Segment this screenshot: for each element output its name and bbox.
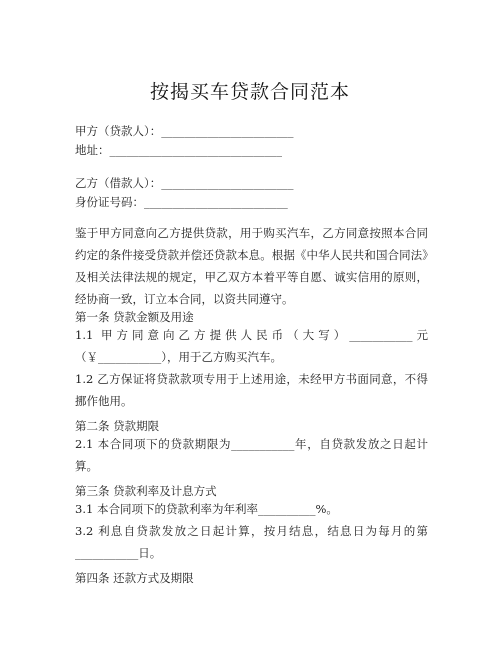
party-a-lender-line: 甲方（贷款人）：_______________________	[75, 124, 294, 138]
article-1-clause-1: 1.1 甲方同意向乙方提供人民币（大写）___________元（￥___________），用于乙方购买汽车。	[75, 328, 428, 364]
article-3-heading: 第三条 贷款利率及计息方式	[75, 484, 217, 498]
article-2-clause-1: 2.1 本合同项下的贷款期限为___________年，自贷款发放之日起计算。	[75, 437, 428, 473]
party-a-address-line: 地址：______________________________	[75, 143, 282, 157]
article-1-clause-2: 1.2 乙方保证将贷款款项专用于上述用途，未经甲方书面同意，不得挪作他用。	[75, 372, 428, 408]
article-4-heading: 第四条 还款方式及期限	[75, 571, 194, 585]
party-b-borrower-line: 乙方（借款人）：_______________________	[75, 176, 294, 190]
article-1-heading: 第一条 贷款金额及用途	[75, 310, 194, 324]
article-3-clause-1: 3.1 本合同项下的贷款利率为年利率__________%。	[75, 502, 338, 516]
article-2-heading: 第二条 贷款期限	[75, 419, 160, 433]
preamble-paragraph: 鉴于甲方同意向乙方提供贷款，用于购买汽车，乙方同意按照本合同约定的条件接受贷款并偿还贷款本息。根据《中华人民共和国合同法》及相关法律法规的规定，甲乙双方本着平等自愿、诚实信用的原则，经协商一致，订立本合同，以资共同遵守。	[75, 226, 428, 306]
document-title: 按揭买车贷款合同范本	[149, 81, 350, 103]
article-3-clause-2: 3.2 利息自贷款发放之日起计算，按月结息，结息日为每月的第___________日。	[75, 524, 428, 560]
party-b-id-line: 身份证号码：_________________________	[75, 195, 288, 209]
